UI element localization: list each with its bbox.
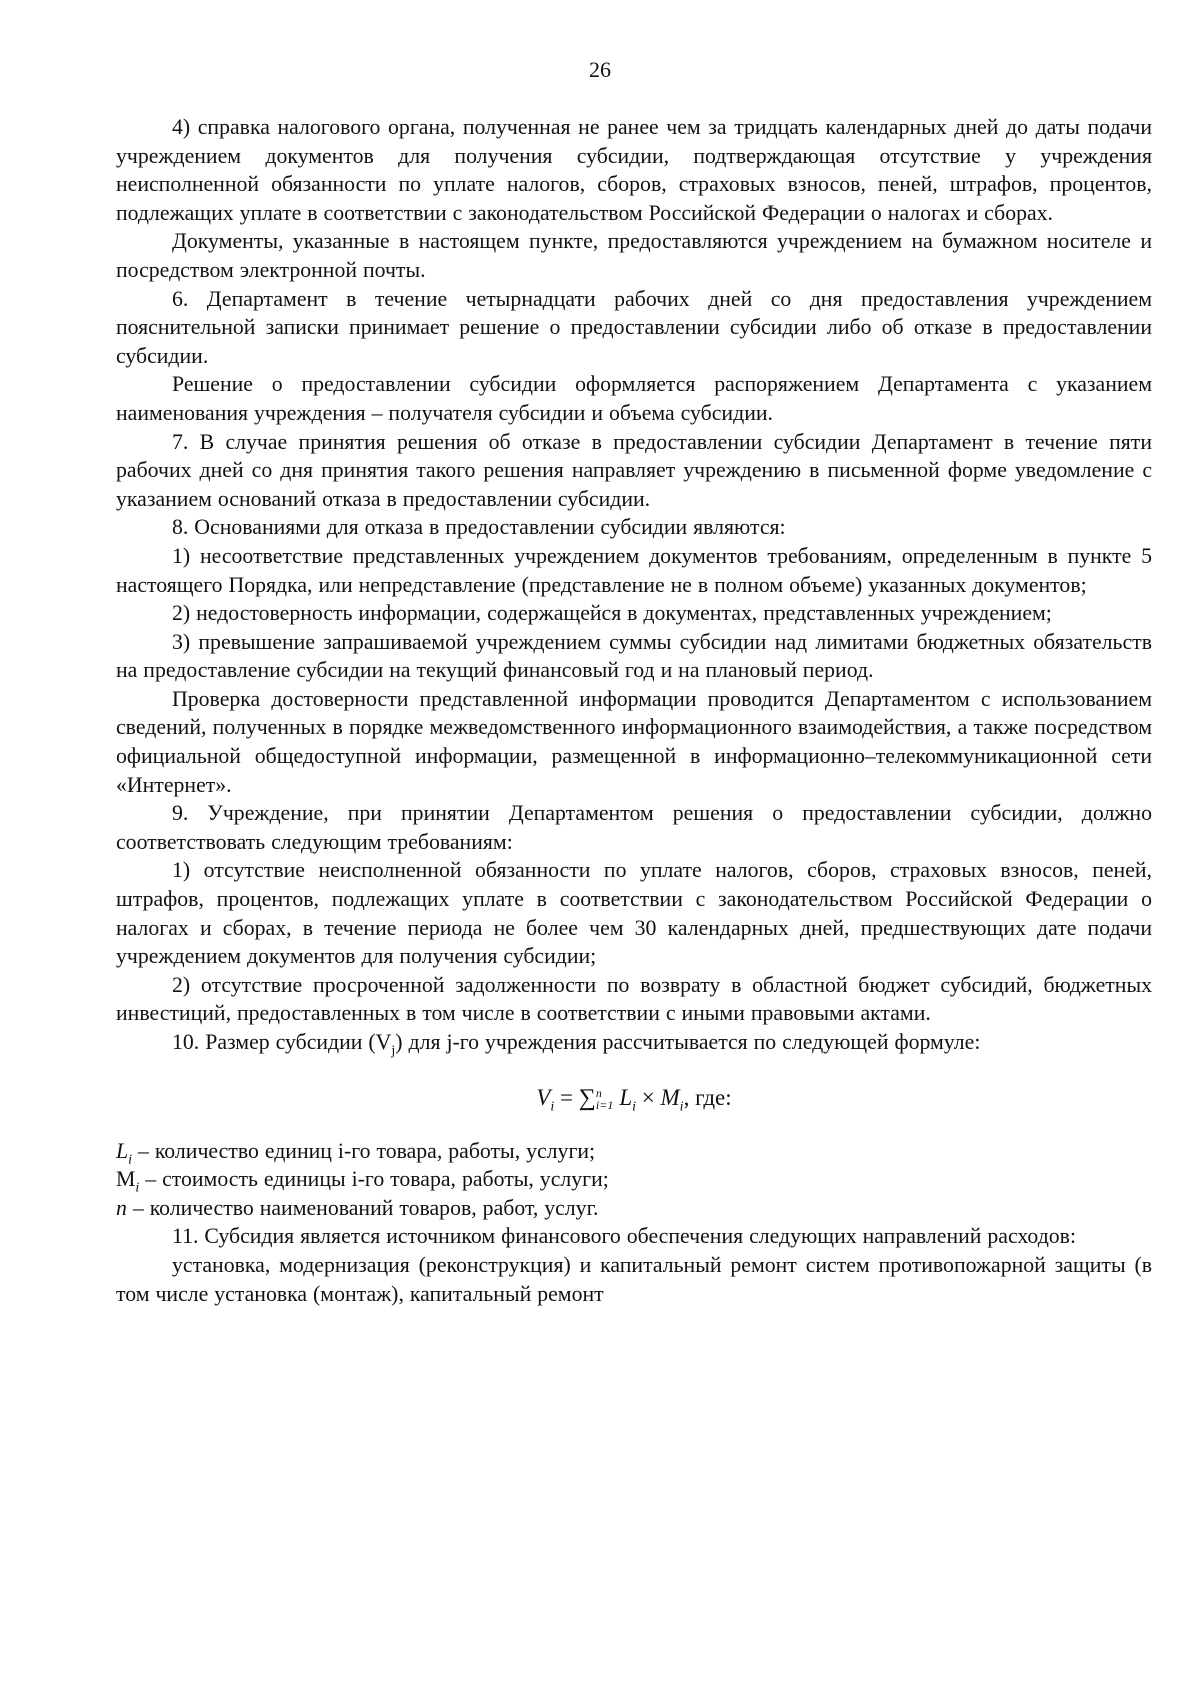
def-sub: i (135, 1180, 140, 1196)
def-text: – количество единиц i-го товара, работы, услуги; (132, 1138, 596, 1163)
p10-text-before: 10. Размер субсидии (V (172, 1030, 392, 1054)
paragraph: 11. Субсидия является источником финансового обеспечения следующих направлений расходов: (172, 1224, 1077, 1249)
formula-l: L (619, 1084, 633, 1110)
document-body (116, 113, 1152, 1308)
paragraph-formula-intro (116, 1028, 1152, 1057)
paragraph: 2) отсутствие просроченной задолженности по возврату в областной бюджет субсидий, бюджетных инвестиций, предоставленных в том числе в соответствии с иными правовыми актами. (116, 972, 1152, 1026)
formula-sum-sign: ∑ (578, 1084, 596, 1111)
paragraph: установка, модернизация (реконструкция) и капитальный ремонт систем противопожарной защиты (в том числе установка (монтаж), капитальный ремонт (116, 1252, 1152, 1306)
paragraph: 2) недостоверность информации, содержащейся в документах, представленных учреждением; (172, 601, 1052, 626)
paragraph: 7. В случае принятия решения об отказе в предоставлении субсидии Департамент в течение пяти рабочих дней со дня принятия такого решения направляет учреждению в письменной форме уведомление с указанием оснований отказа в предоставлении субсидии. (116, 429, 1152, 511)
formula-lhs-sub: i (550, 1099, 555, 1115)
def-text: – стоимость единицы i-го товара, работы, услуги; (139, 1167, 609, 1192)
definition-item (116, 1165, 1152, 1194)
p10-text-after: ) для j-го учреждения рассчитывается по следующей формуле: (395, 1030, 981, 1054)
formula-eq: = (554, 1084, 579, 1110)
formula-m: M (660, 1084, 680, 1110)
formula-m-sub: i (679, 1099, 684, 1115)
definition-item (116, 1194, 1152, 1223)
def-symbol: M (116, 1167, 136, 1192)
formula-lower-limit: i=1 (595, 1098, 614, 1113)
formula-times: × (636, 1084, 661, 1110)
def-sub: i (128, 1151, 133, 1167)
formula-tail: , где: (683, 1084, 732, 1110)
formula-upper-limit: n (595, 1086, 602, 1101)
def-text: – количество наименований товаров, работ, услуг. (126, 1195, 599, 1220)
subsidy-formula (116, 1083, 1152, 1113)
paragraph: 1) отсутствие неисполненной обязанности по уплате налогов, сборов, страховых взносов, пеней, штрафов, процентов, подлежащих уплате в соответствии с законодательством Российской Федерации о налогах и сборах, в течение периода не более чем 30 календарных дней, предшествующих дате подачи учреждением документов для получения субсидии; (116, 858, 1152, 969)
formula-definitions (116, 1137, 1152, 1223)
formula-lhs: V (536, 1084, 551, 1110)
paragraph: 3) превышение запрашиваемой учреждением суммы субсидии над лимитами бюджетных обязательств на предоставление субсидии на текущий финансовый год и на плановый период. (116, 629, 1152, 683)
definition-item (116, 1137, 1152, 1166)
paragraph: Проверка достоверности представленной информации проводится Департаментом с использованием сведений, полученных в порядке межведомственного информационного взаимодействия, а также посредством официальной общедоступной информации, размещенной в информационно–телекоммуникационной сети «Интернет». (116, 686, 1152, 797)
paragraph: 9. Учреждение, при принятии Департаментом решения о предоставлении субсидии, должно соответствовать следующим требованиям: (116, 801, 1152, 854)
formula-limits (596, 1087, 613, 1111)
paragraph: Документы, указанные в настоящем пункте, предоставляются учреждением на бумажном носителе и посредством электронной почты. (116, 229, 1152, 282)
paragraph: 6. Департамент в течение четырнадцати рабочих дней со дня предоставления учреждением пояснительной записки принимает решение о предоставлении субсидии либо об отказе в предоставлении субсидии. (116, 286, 1152, 368)
paragraph: 1) несоответствие представленных учреждением документов требованиям, определенным в пункте 5 настоящего Порядка, или непредставление (представление не в полном объеме) указанных документов; (116, 543, 1152, 597)
paragraph: 8. Основаниями для отказа в предоставлении субсидии являются: (172, 515, 786, 540)
def-symbol: n (116, 1195, 127, 1220)
page-number: 26 (589, 57, 611, 82)
p10-subscript: j (391, 1043, 396, 1059)
paragraph: Решение о предоставлении субсидии оформляется распоряжением Департамента с указанием наименования учреждения – получателя субсидии и объема субсидии. (116, 372, 1152, 425)
def-symbol: L (116, 1138, 129, 1163)
formula-l-sub: i (632, 1099, 637, 1115)
paragraph: 4) справка налогового органа, полученная не ранее чем за тридцать календарных дней до даты подачи учреждением документов для получения субсидии, подтверждающая отсутствие у учреждения неисполненной обязанности по уплате налогов, сборов, страховых взносов, пеней, штрафов, процентов, подлежащих уплате в соответствии с законодательством Российской Федерации о налогах и сборах. (116, 115, 1152, 225)
